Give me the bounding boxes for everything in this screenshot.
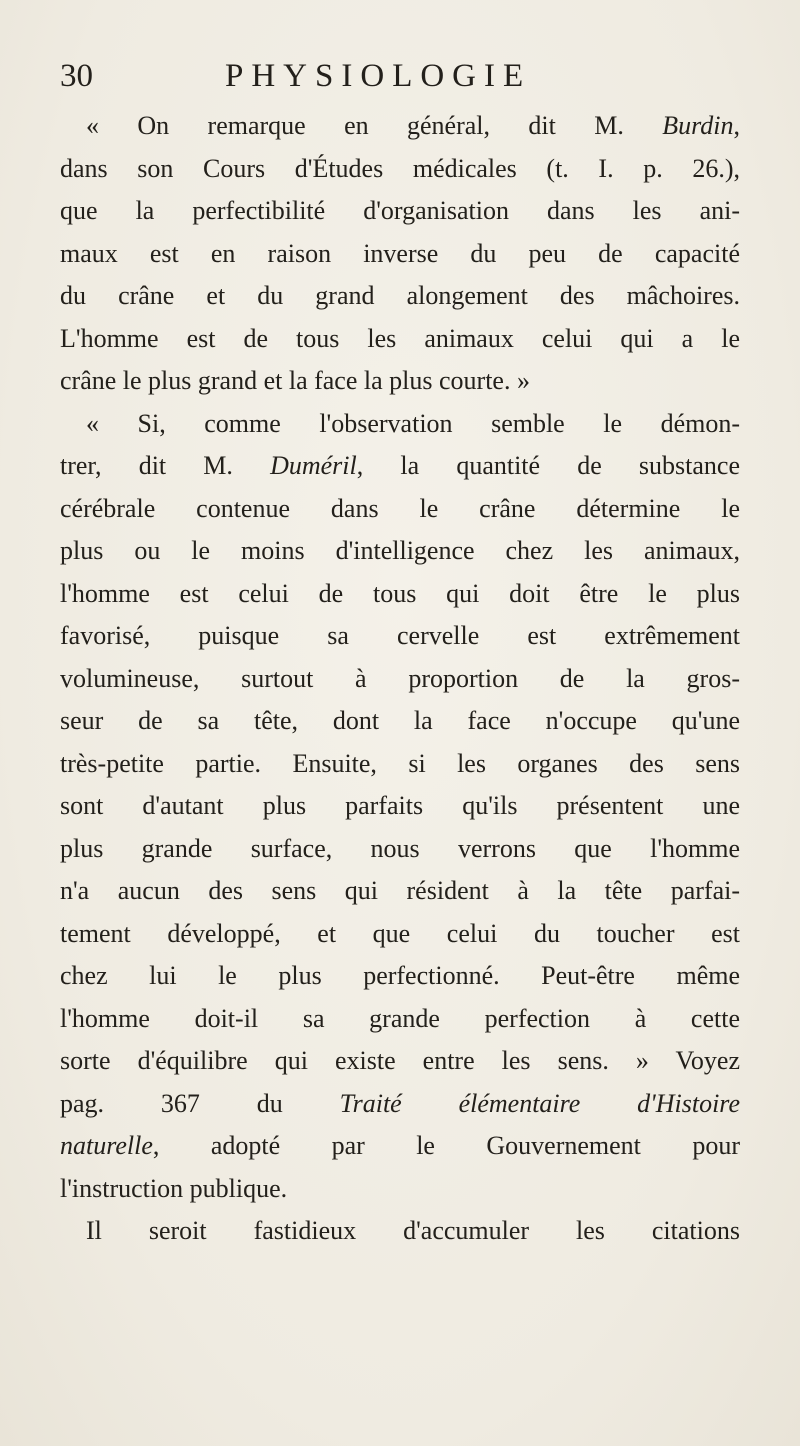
- text-line: [60, 318, 740, 361]
- text-segment: cérébrale contenue dans le crâne détermine le: [60, 493, 740, 523]
- text-segment: maux est en raison inverse du peu de capacité: [60, 238, 740, 268]
- text-line: [60, 233, 740, 276]
- text-line: [60, 1168, 740, 1211]
- text-line: [60, 1210, 740, 1253]
- text-line: [60, 870, 740, 913]
- text-segment: sont d'autant plus parfaits qu'ils présentent une: [60, 791, 740, 820]
- text-segment: naturelle: [60, 1131, 153, 1160]
- text-line: [60, 1083, 740, 1126]
- page-header: [60, 56, 740, 96]
- text-segment: sorte d'équilibre qui existe entre les sens. » Voyez: [60, 1046, 740, 1075]
- text-segment: plus ou le moins d'intelligence chez les animaux,: [60, 536, 740, 565]
- text-segment: très-petite partie. Ensuite, si les organes des sens: [60, 748, 740, 778]
- page-number: 30: [60, 58, 93, 94]
- text-line: [60, 190, 740, 233]
- text-line: [60, 275, 740, 318]
- text-segment: l'homme est celui de tous qui doit être le plus: [60, 578, 740, 608]
- text-segment: l'homme doit-il sa grande perfection à cette: [60, 1003, 740, 1033]
- text-segment: volumineuse, surtout à proportion de la gros-: [60, 663, 740, 693]
- text-segment: dans son Cours d'Études médicales (t. I. p. 26.),: [60, 153, 740, 183]
- body-text: [60, 105, 740, 1253]
- text-segment: n'a aucun des sens qui résident à la tête parfai-: [60, 876, 740, 905]
- text-line: [60, 828, 740, 871]
- text-line: [60, 530, 740, 573]
- text-line: [60, 998, 740, 1041]
- text-line: [60, 105, 740, 148]
- text-segment: favorisé, puisque sa cervelle est extrêmement: [60, 621, 740, 650]
- text-segment: l'instruction publique.: [60, 1173, 288, 1203]
- text-segment: plus grande surface, nous verrons que l'homme: [60, 833, 740, 863]
- text-segment: , la quantité de substance: [356, 451, 741, 480]
- text-line: [60, 360, 740, 403]
- text-segment: du crâne et du grand alongement des mâchoires.: [60, 281, 740, 310]
- text-segment: L'homme est de tous les animaux celui qui a le: [60, 323, 740, 353]
- text-line: [60, 955, 740, 998]
- text-segment: « On remarque en général, dit M.: [86, 111, 663, 140]
- text-line: [60, 488, 740, 531]
- text-segment: Il seroit fastidieux d'accumuler les citations: [86, 1216, 740, 1245]
- text-segment: que la perfectibilité d'organisation dans les ani-: [60, 196, 740, 225]
- text-line: [60, 1040, 740, 1083]
- text-line: [60, 148, 740, 191]
- text-segment: ,: [733, 111, 740, 140]
- text-line: [60, 403, 740, 446]
- text-segment: trer, dit M.: [60, 451, 271, 480]
- text-line: [60, 743, 740, 786]
- text-segment: crâne le plus grand et la face la plus courte. »: [60, 366, 530, 395]
- text-segment: seur de sa tête, dont la face n'occupe qu'une: [60, 706, 740, 735]
- text-line: [60, 1125, 740, 1168]
- text-segment: tement développé, et que celui du toucher est: [60, 918, 740, 948]
- running-title: PHYSIOLOGIE: [225, 58, 532, 94]
- text-segment: « Si, comme l'observation semble le démon-: [86, 408, 740, 438]
- text-segment: Burdin: [662, 111, 734, 140]
- text-line: [60, 615, 740, 658]
- text-line: [60, 913, 740, 956]
- text-segment: , adopté par le Gouvernement pour: [152, 1131, 740, 1160]
- text-line: [60, 785, 740, 828]
- text-line: [60, 445, 740, 488]
- text-segment: chez lui le plus perfectionné. Peut-être même: [60, 961, 740, 990]
- text-line: [60, 573, 740, 616]
- text-line: [60, 658, 740, 701]
- text-segment: Traité élémentaire d'Histoire: [339, 1088, 740, 1118]
- text-segment: pag. 367 du: [60, 1088, 340, 1118]
- text-line: [60, 700, 740, 743]
- text-segment: Duméril: [270, 451, 357, 480]
